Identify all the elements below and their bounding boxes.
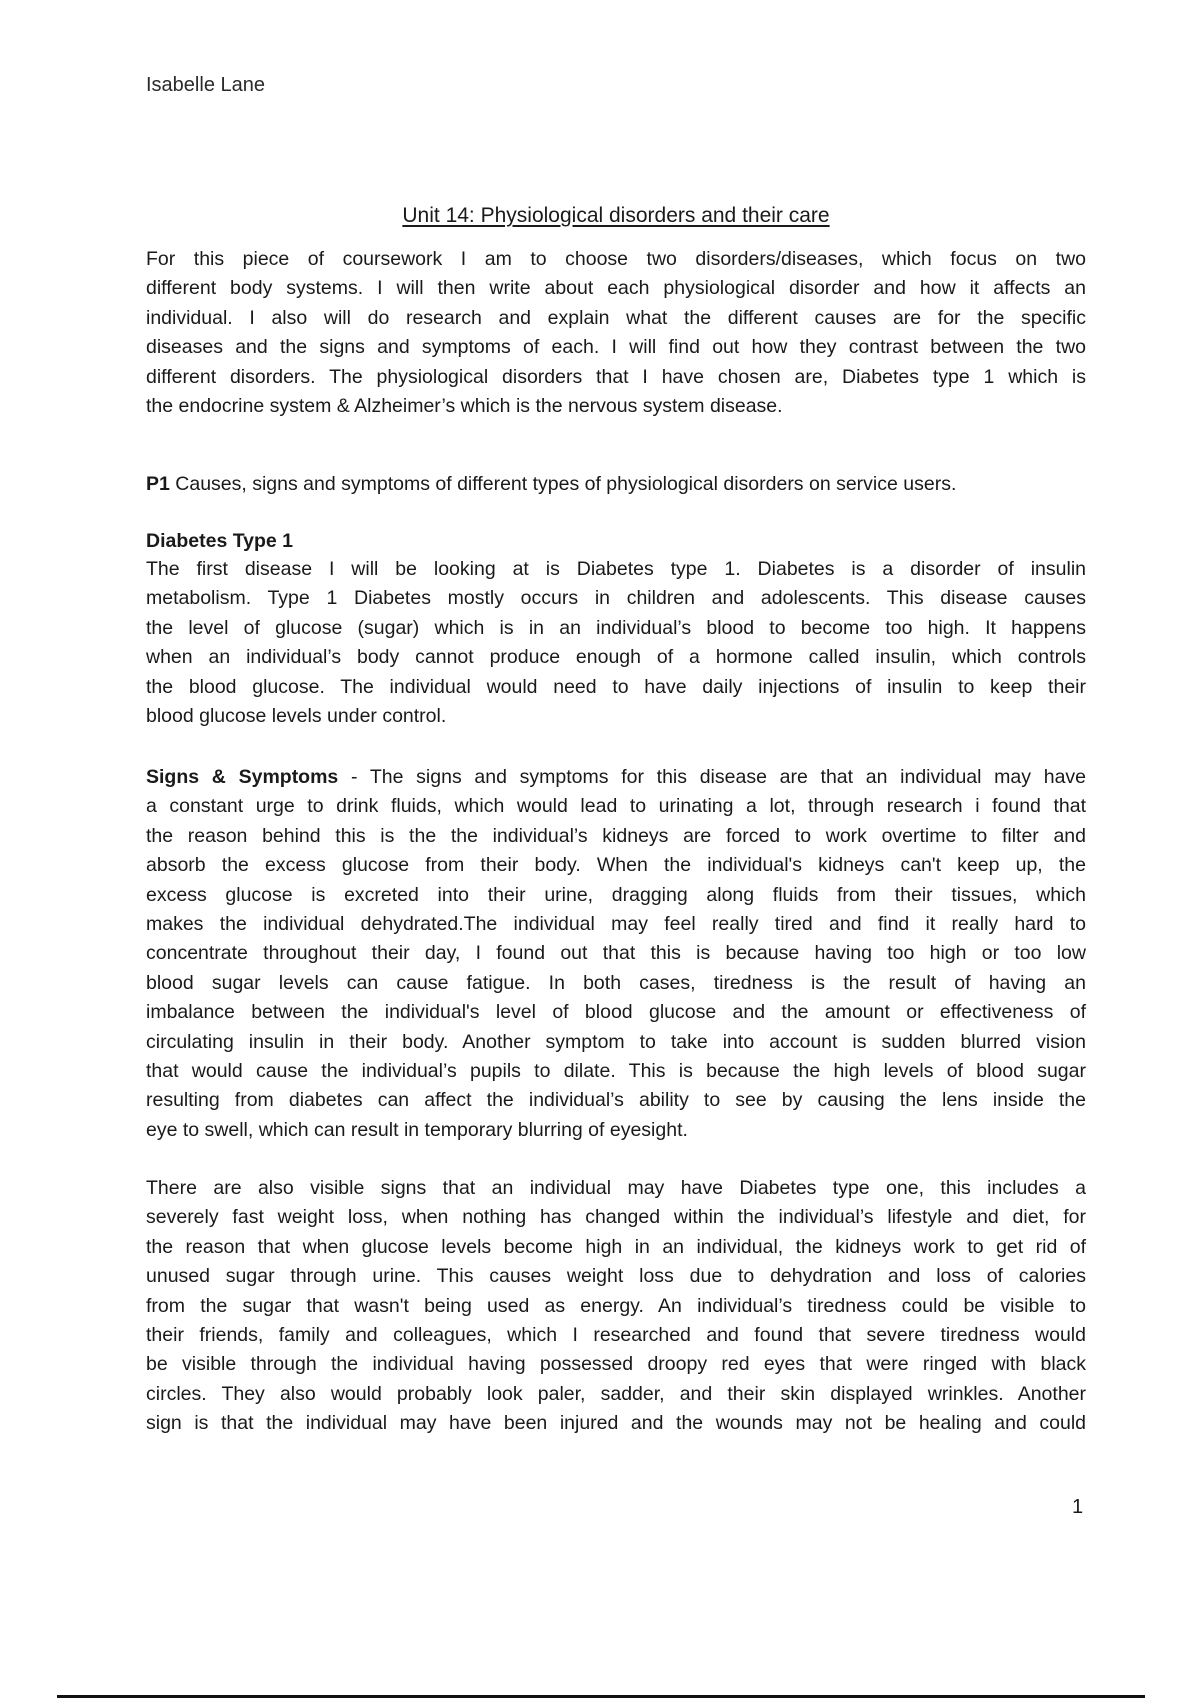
line-text: concentrate throughout their day, I found out that this is because having too high or too low xyxy=(146,942,1086,965)
line-text xyxy=(146,763,1086,792)
visible-signs-paragraph xyxy=(146,1174,1086,1439)
text-line xyxy=(146,274,1086,303)
text-line xyxy=(146,1086,1086,1115)
text-line xyxy=(146,584,1086,613)
text-line xyxy=(146,1262,1086,1291)
text-line xyxy=(146,881,1086,910)
text-line xyxy=(146,1057,1086,1086)
text-line xyxy=(146,1409,1086,1438)
intro-paragraph xyxy=(146,245,1086,421)
text-line xyxy=(146,822,1086,851)
diabetes-paragraph xyxy=(146,555,1086,731)
document-title: Unit 14: Physiological disorders and their care xyxy=(402,204,830,227)
text-line xyxy=(146,392,1086,421)
text-line xyxy=(146,998,1086,1027)
text-line xyxy=(146,792,1086,821)
text-line xyxy=(146,1174,1086,1203)
section-heading: Diabetes Type 1 xyxy=(146,530,294,552)
criterion-code: P1 xyxy=(146,473,170,495)
line-text xyxy=(146,470,1086,499)
page-bottom-divider xyxy=(57,1695,1145,1698)
text-line xyxy=(146,763,1086,792)
text-line xyxy=(146,851,1086,880)
text-line xyxy=(146,470,1086,499)
text-line xyxy=(146,363,1086,392)
text-line xyxy=(146,702,1086,731)
line-text: different body systems. I will then write about each physiological disorder and how it affects an xyxy=(146,277,1086,300)
line-text: different disorders. The physiological disorders that I have chosen are, Diabetes type 1 which is xyxy=(146,365,1086,388)
line-text: their friends, family and colleagues, which I researched and found that severe tiredness would xyxy=(146,1323,1086,1346)
line-text: sign is that the individual may have been injured and the wounds may not be healing and could xyxy=(146,1412,1086,1435)
signs-symptoms-label: Signs & Symptoms xyxy=(146,766,339,788)
text-line xyxy=(146,1292,1086,1321)
line-text: blood sugar levels can cause fatigue. In both cases, tiredness is the result of having an xyxy=(146,971,1086,994)
page-number: 1 xyxy=(1072,1496,1084,1518)
line-text: For this piece of coursework I am to choose two disorders/diseases, which focus on two xyxy=(146,248,1086,270)
text-line xyxy=(146,969,1086,998)
line-text: There are also visible signs that an individual may have Diabetes type one, this includes a xyxy=(146,1177,1086,1199)
line-text: from the sugar that wasn't being used as energy. An individual’s tiredness could be visible to xyxy=(146,1294,1086,1317)
line-text: when an individual’s body cannot produce enough of a hormone called insulin, which controls xyxy=(146,646,1086,669)
text-line xyxy=(146,1350,1086,1379)
criterion-text: Causes, signs and symptoms of different types of physiological disorders on service users. xyxy=(169,473,957,495)
line-text: individual. I also will do research and explain what the different causes are for the specific xyxy=(146,306,1086,329)
line-text: the endocrine system & Alzheimer’s which is the nervous system disease. xyxy=(146,394,783,417)
text-line xyxy=(146,614,1086,643)
line-text: the blood glucose. The individual would need to have daily injections of insulin to keep their xyxy=(146,675,1086,698)
line-text: excess glucose is excreted into their urine, dragging along fluids from their tissues, which xyxy=(146,883,1086,906)
text-line xyxy=(146,1321,1086,1350)
text-line xyxy=(146,304,1086,333)
line-text: the reason that when glucose levels become high in an individual, the kidneys work to get rid of xyxy=(146,1235,1086,1258)
criterion-line xyxy=(146,470,1086,499)
line-text: imbalance between the individual's level of blood glucose and the amount or effectiveness of xyxy=(146,1001,1086,1024)
line-text: metabolism. Type 1 Diabetes mostly occurs in children and adolescents. This disease causes xyxy=(146,587,1086,610)
line-text: severely fast weight loss, when nothing has changed within the individual’s lifestyle and diet, for xyxy=(146,1206,1086,1229)
line-text: a constant urge to drink fluids, which would lead to urinating a lot, through research i found that xyxy=(146,795,1086,818)
text-line xyxy=(146,555,1086,584)
text-line xyxy=(146,245,1086,274)
text-line xyxy=(146,1028,1086,1057)
signs-symptoms-paragraph xyxy=(146,763,1086,1145)
line-text: resulting from diabetes can affect the individual’s ability to see by causing the lens inside the xyxy=(146,1089,1086,1112)
line-text: circles. They also would probably look paler, sadder, and their skin displayed wrinkles. Another xyxy=(146,1382,1086,1405)
line-text: eye to swell, which can result in temporary blurring of eyesight. xyxy=(146,1118,688,1141)
text-line xyxy=(146,910,1086,939)
text-line xyxy=(146,939,1086,968)
line-text: the level of glucose (sugar) which is in an individual’s blood to become too high. It happens xyxy=(146,616,1086,639)
signs-first-line-text: - The signs and symptoms for this disease are that an individual may have xyxy=(338,766,1087,788)
line-text: that would cause the individual’s pupils to dilate. This is because the high levels of blood sugar xyxy=(146,1059,1086,1082)
line-text: circulating insulin in their body. Another symptom to take into account is sudden blurred vision xyxy=(146,1030,1086,1053)
line-text: be visible through the individual having possessed droopy red eyes that were ringed with black xyxy=(146,1353,1086,1376)
text-line xyxy=(146,1233,1086,1262)
line-text: The first disease I will be looking at is Diabetes type 1. Diabetes is a disorder of insulin xyxy=(146,558,1086,580)
line-text: absorb the excess glucose from their body. When the individual's kidneys can't keep up, the xyxy=(146,854,1086,877)
text-line xyxy=(146,673,1086,702)
text-line xyxy=(146,1380,1086,1409)
text-line xyxy=(146,1116,1086,1145)
text-line xyxy=(146,1203,1086,1232)
text-line xyxy=(146,333,1086,362)
line-text: the reason behind this is the the individual’s kidneys are forced to work overtime to filter and xyxy=(146,824,1086,847)
line-text: unused sugar through urine. This causes weight loss due to dehydration and loss of calories xyxy=(146,1265,1086,1288)
line-text: diseases and the signs and symptoms of each. I will find out how they contrast between the two xyxy=(146,336,1086,359)
line-text: blood glucose levels under control. xyxy=(146,704,447,727)
text-line xyxy=(146,643,1086,672)
line-text: makes the individual dehydrated.The individual may feel really tired and find it really hard to xyxy=(146,912,1086,935)
author-name: Isabelle Lane xyxy=(146,74,265,96)
